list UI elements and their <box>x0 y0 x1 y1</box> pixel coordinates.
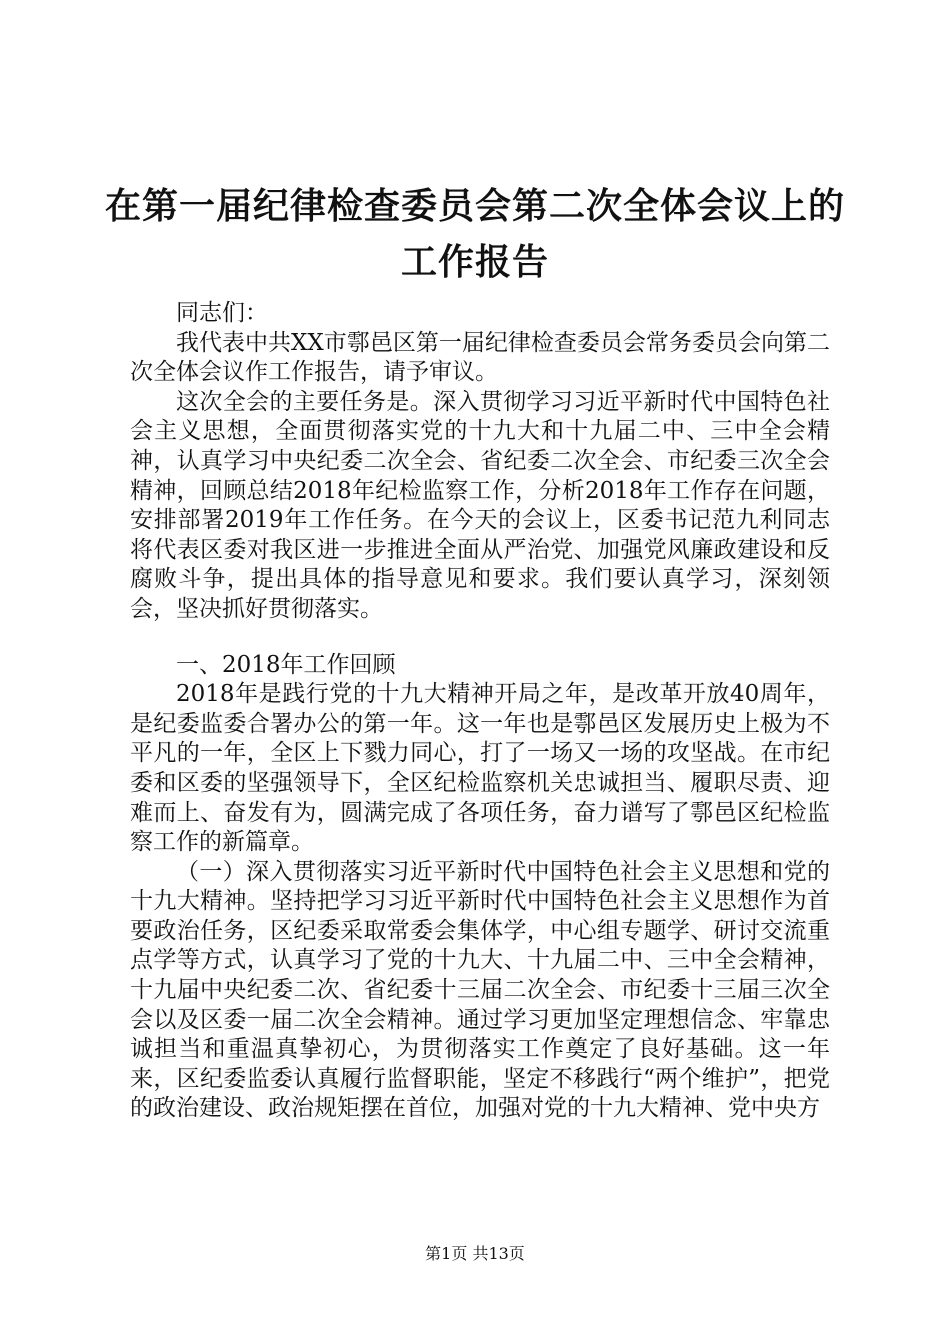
document-body <box>130 299 830 1124</box>
document-title-line2: 工作报告 <box>400 241 549 283</box>
paragraph: （一）深入贯彻落实习近平新时代中国特色社会主义思想和党的十九大精神。坚持把学习习近平新时代中国特色社会主义思想作为首要政治任务，区纪委采取常委会集体学，中心组专题学、研讨交流重点学等方式，认真学习了党的十九大、十九届二中、三中全会精神，十九届中央纪委二次、省纪委十三届二次全会、市纪委十三届三次全会以及区委一届二次全会精神。通过学习更加坚定理想信念、牢靠忠诚担当和重温真挚初心，为贯彻落实工作奠定了良好基础。这一年来，区纪委监委认真履行监督职能，坚定不移践行“两个维护”，把党的政治建设、政治规矩摆在首位，加强对党的十九大精神、党中央方 <box>130 858 830 1122</box>
section-heading: 一、2018年工作回顾 <box>176 651 396 678</box>
document-title-line1: 在第一届纪律检查委员会第二次全体会议上的 <box>104 185 845 227</box>
paragraph: 这次全会的主要任务是。深入贯彻学习习近平新时代中国特色社会主义思想，全面贯彻落实党的十九大和十九届二中、三中全会精神，认真学习中央纪委二次全会、省纪委二次全会、市纪委三次全会精神，回顾总结2018年纪检监察工作，分析2018年工作存在问题，安排部署2019年工作任务。在今天的会议上，区委书记范九利同志将代表区委对我区进一步推进全面从严治党、加强党风廉政建设和反腐败斗争，提出具体的指导意见和要求。我们要认真学习，深刻领会，坚决抓好贯彻落实。 <box>130 388 830 622</box>
paragraph: 2018年是践行党的十九大精神开局之年，是改革开放40周年，是纪委监委合署办公的第一年。这一年也是鄠邑区发展历史上极为不平凡的一年，全区上下戮力同心，打了一场又一场的攻坚战。在市纪委和区委的坚强领导下，全区纪检监察机关忠诚担当、履职尽责、迎难而上、奋发有为，圆满完成了各项任务，奋力谱写了鄠邑区纪检监察工作的新篇章。 <box>130 681 830 856</box>
salutation: 同志们： <box>176 300 268 326</box>
paragraph: 我代表中共XX市鄠邑区第一届纪律检查委员会常务委员会向第二次全体会议作工作报告，请予审议。 <box>130 329 830 386</box>
page-footer: 第1页 共13页 <box>425 1244 525 1263</box>
